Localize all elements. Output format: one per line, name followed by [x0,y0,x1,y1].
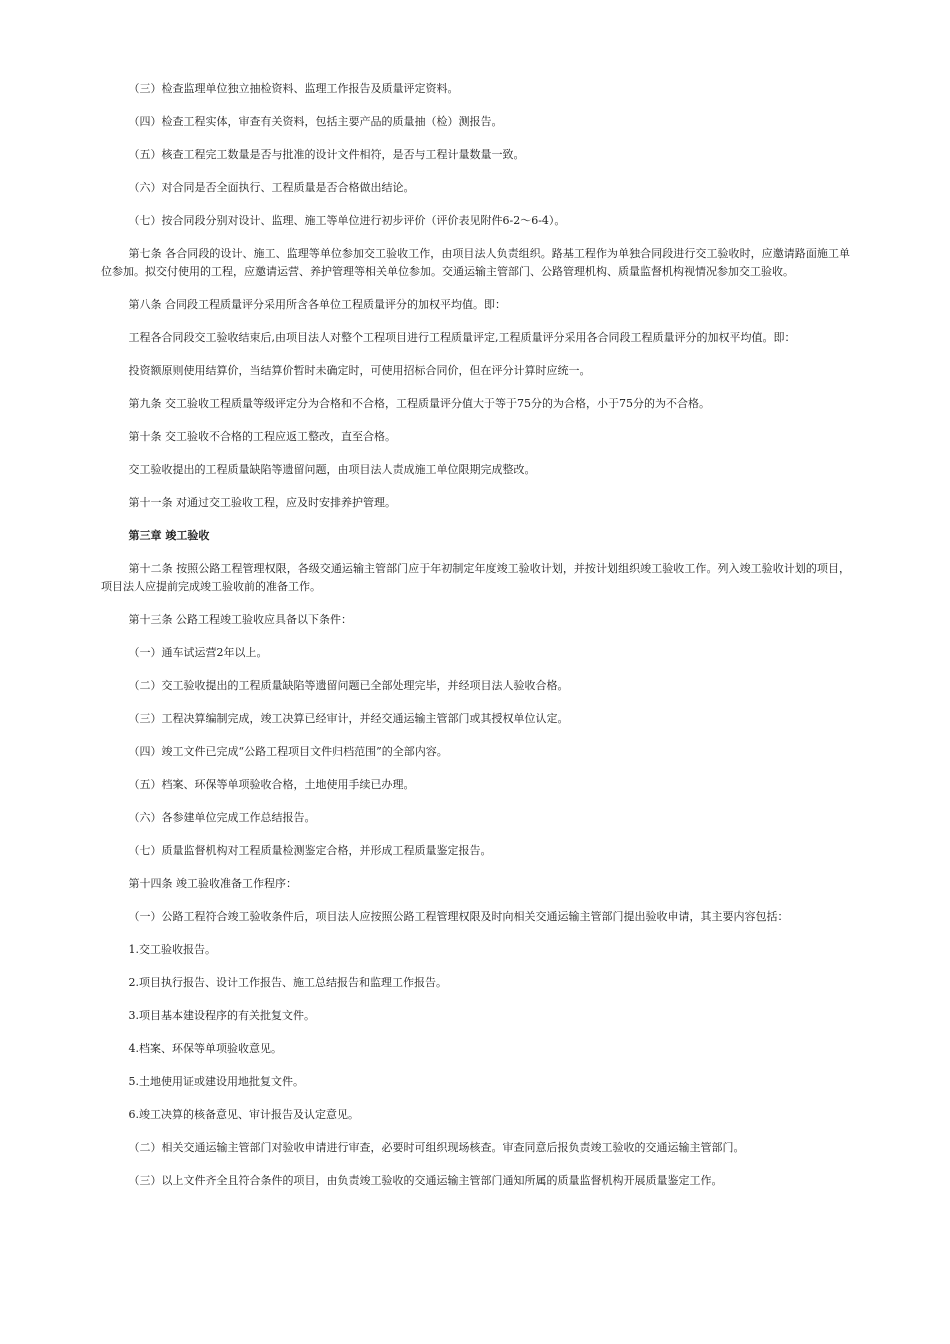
doc-item-2: 2.项目执行报告、设计工作报告、施工总结报告和监理工作报告。 [128,976,447,989]
condition-1: （一）通车试运营2年以上。 [128,646,268,659]
condition-6: （六）各参建单位完成工作总结报告。 [128,811,316,824]
article-7: 第七条 各合同段的设计、施工、监理等单位参加交工验收工作，由项目法人负责组织。路基工程作为单独合同段进行交工验收时，应邀请路面施工单位参加。拟交付使用的工程，应邀请运营、养护管理等相关单位参加。交通运输主管部门、公路管理机构、质量监督机构视情况参加交工验收。 [101,247,850,278]
investment-principle: 投资额原则使用结算价，当结算价暂时未确定时，可使用招标合同价，但在评分计算时应统一。 [128,364,591,377]
defect-rectification: 交工验收提出的工程质量缺陷等遗留问题，由项目法人责成施工单位限期完成整改。 [128,463,536,476]
condition-4: （四）竣工文件已完成“公路工程项目文件归档范围”的全部内容。 [128,745,448,758]
procedure-2: （二）相关交通运输主管部门对验收申请进行审查，必要时可组织现场核查。审查同意后报负责竣工验收的交通运输主管部门。 [128,1141,745,1154]
chapter-3-heading: 第三章 竣工验收 [128,529,210,542]
condition-5: （五）档案、环保等单项验收合格，土地使用手续已办理。 [128,778,415,791]
article-12: 第十二条 按照公路工程管理权限，各级交通运输主管部门应于年初制定年度竣工验收计划，并按计划组织竣工验收工作。列入竣工验收计划的项目，项目法人应提前完成竣工验收前的准备工作。 [101,562,850,593]
doc-item-6: 6.竣工决算的核备意见、审计报告及认定意见。 [128,1108,359,1121]
item-7-preliminary-evaluation: （七）按合同段分别对设计、监理、施工等单位进行初步评价（评价表见附件6-2～6-4）。 [128,214,566,227]
doc-item-1: 1.交工验收报告。 [128,943,216,956]
article-14: 第十四条 竣工验收准备工作程序： [128,877,297,890]
project-quality-evaluation: 工程各合同段交工验收结束后,由项目法人对整个工程项目进行工程质量评定,工程质量评分采用各合同段工程质量评分的加权平均值。即： [128,331,796,344]
condition-3: （三）工程决算编制完成，竣工决算已经审计，并经交通运输主管部门或其授权单位认定。 [128,712,569,725]
procedure-1: （一）公路工程符合竣工验收条件后，项目法人应按照公路工程管理权限及时向相关交通运输主管部门提出验收申请，其主要内容包括： [128,910,789,923]
item-3-supervision-check: （三）检查监理单位独立抽检资料、监理工作报告及质量评定资料。 [128,82,459,95]
article-9: 第九条 交工验收工程质量等级评定分为合格和不合格，工程质量评分值大于等于75分的为合格，小于75分的为不合格。 [128,397,710,410]
item-6-contract-conclusion: （六）对合同是否全面执行、工程质量是否合格做出结论。 [128,181,415,194]
article-11: 第十一条 对通过交工验收工程，应及时安排养护管理。 [128,496,396,509]
condition-7: （七）质量监督机构对工程质量检测鉴定合格，并形成工程质量鉴定报告。 [128,844,492,857]
doc-item-4: 4.档案、环保等单项验收意见。 [128,1042,282,1055]
doc-item-3: 3.项目基本建设程序的有关批复文件。 [128,1009,315,1022]
article-10: 第十条 交工验收不合格的工程应返工整改，直至合格。 [128,430,396,443]
article-13: 第十三条 公路工程竣工验收应具备以下条件： [128,613,352,626]
condition-2: （二）交工验收提出的工程质量缺陷等遗留问题已全部处理完毕，并经项目法人验收合格。 [128,679,569,692]
item-4-entity-check: （四）检查工程实体，审查有关资料，包括主要产品的质量抽（检）测报告。 [128,115,503,128]
item-5-quantity-check: （五）核查工程完工数量是否与批准的设计文件相符，是否与工程计量数量一致。 [128,148,525,161]
procedure-3: （三）以上文件齐全且符合条件的项目，由负责竣工验收的交通运输主管部门通知所属的质量监督机构开展质量鉴定工作。 [128,1174,723,1187]
doc-item-5: 5.土地使用证或建设用地批复文件。 [128,1075,304,1088]
document-body [101,80,850,1205]
article-8: 第八条 合同段工程质量评分采用所含各单位工程质量评分的加权平均值。即： [128,298,506,311]
